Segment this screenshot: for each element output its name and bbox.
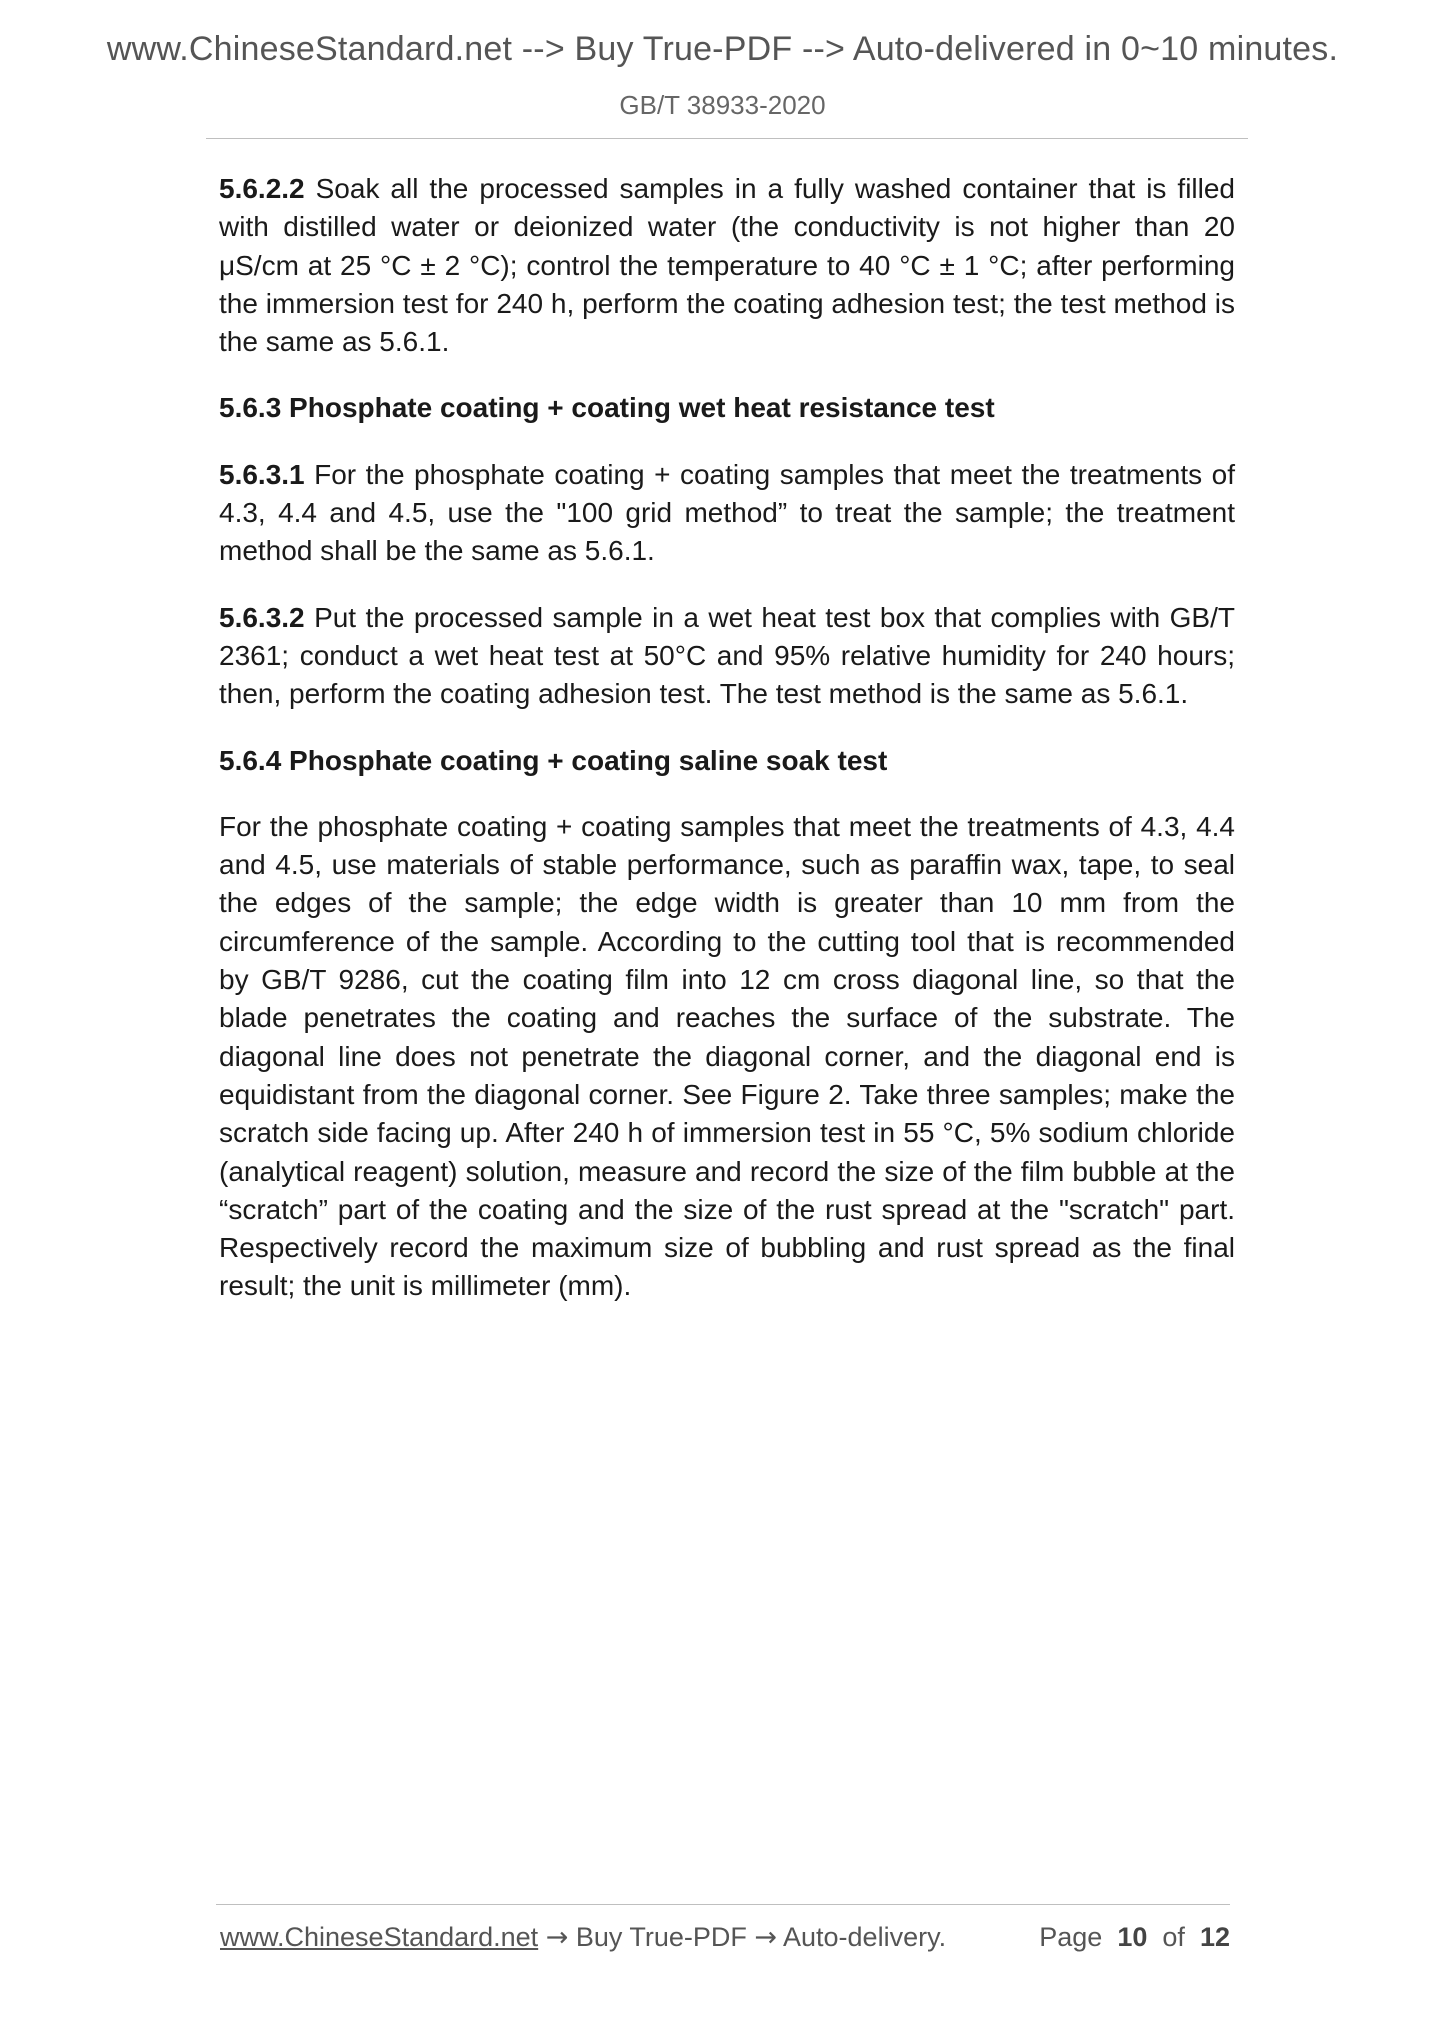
- section-heading-5-6-4: 5.6.4 Phosphate coating + coating saline soak test: [219, 744, 888, 776]
- document-id: GB/T 38933-2020: [619, 90, 826, 120]
- clause-number: 5.6.3.2: [219, 601, 305, 633]
- clause-number: 5.6.2.2: [219, 173, 305, 204]
- paragraph-5-6-3-2: [219, 599, 1235, 714]
- header-divider: [206, 138, 1248, 139]
- page-total: 12: [1199, 1922, 1230, 1952]
- of-label: of: [1162, 1922, 1185, 1952]
- paragraph-5-6-4-body: For the phosphate coating + coating samples that meet the treatments of 4.3, 4.4 and 4.5, use materials of stable performance, such as paraffin wax, tape, to seal the edges of the sample; the edge width is greater than 10 mm from the circumference of the sample. According to the cutting tool that is recommended by GB/T 9286, cut the coating film into 12 cm cross diagonal line, so that the blade penetrates the coating and reaches the surface of the substrate. The diagonal line does not penetrate the diagonal corner, and the diagonal end is equidistant from the diagonal corner. See Figure 2. Take three samples; make the scratch side facing up. After 240 h of immersion test in 55 °C, 5% sodium chloride (analytical reagent) solution, measure and record the size of the film bubble at the “scratch” part of the coating and the size of the rust spread at the "scratch" part. Respectively record the maximum size of bubbling and rust spread as the final result; the unit is millimeter (mm).: [219, 810, 1235, 1302]
- paragraph-text: For the phosphate coating + coating samples that meet the treatments of 4.3, 4.4 and 4.5, use the "100 grid method” to treat the sample; the treatment method shall be the same as 5.6.1.: [219, 458, 1235, 567]
- page-current: 10: [1117, 1922, 1148, 1952]
- arrow-right-icon: →: [754, 1922, 777, 1953]
- section-heading-5-6-3: 5.6.3 Phosphate coating + coating wet heat resistance test: [219, 392, 995, 424]
- top-banner: www.ChineseStandard.net --> Buy True-PDF --> Auto-delivered in 0~10 minutes.: [106, 30, 1339, 68]
- paragraph-5-6-3-1: [219, 456, 1235, 571]
- footer-delivery-text: Auto-delivery.: [777, 1922, 947, 1952]
- clause-number: 5.6.3.1: [219, 458, 305, 490]
- paragraph-5-6-2-2: [219, 170, 1235, 361]
- page-footer: [220, 1922, 1230, 1953]
- page-label: Page: [1039, 1922, 1103, 1952]
- paragraph-text: Soak all the processed samples in a fully washed container that is filled with distilled water or deionized water (the conductivity is not higher than 20 μS/cm at 25 °C ± 2 °C); control the temperature to 40 °C ± 1 °C; after performing the immersion test for 240 h, perform the coating adhesion test; the test method is the same as 5.6.1.: [219, 173, 1235, 358]
- main-content: [219, 170, 1235, 1334]
- paragraph-text: Put the processed sample in a wet heat test box that complies with GB/T 2361; conduct a wet heat test at 50°C and 95% relative humidity for 240 hours; then, perform the coating adhesion test. The test method is the same as 5.6.1.: [219, 601, 1235, 710]
- footer-site-link[interactable]: www.ChineseStandard.net: [220, 1922, 539, 1952]
- page-number: [1039, 1922, 1230, 1953]
- arrow-right-icon: →: [545, 1922, 569, 1953]
- footer-buy-text: Buy True-PDF: [568, 1922, 755, 1952]
- footer-divider: [216, 1904, 1230, 1905]
